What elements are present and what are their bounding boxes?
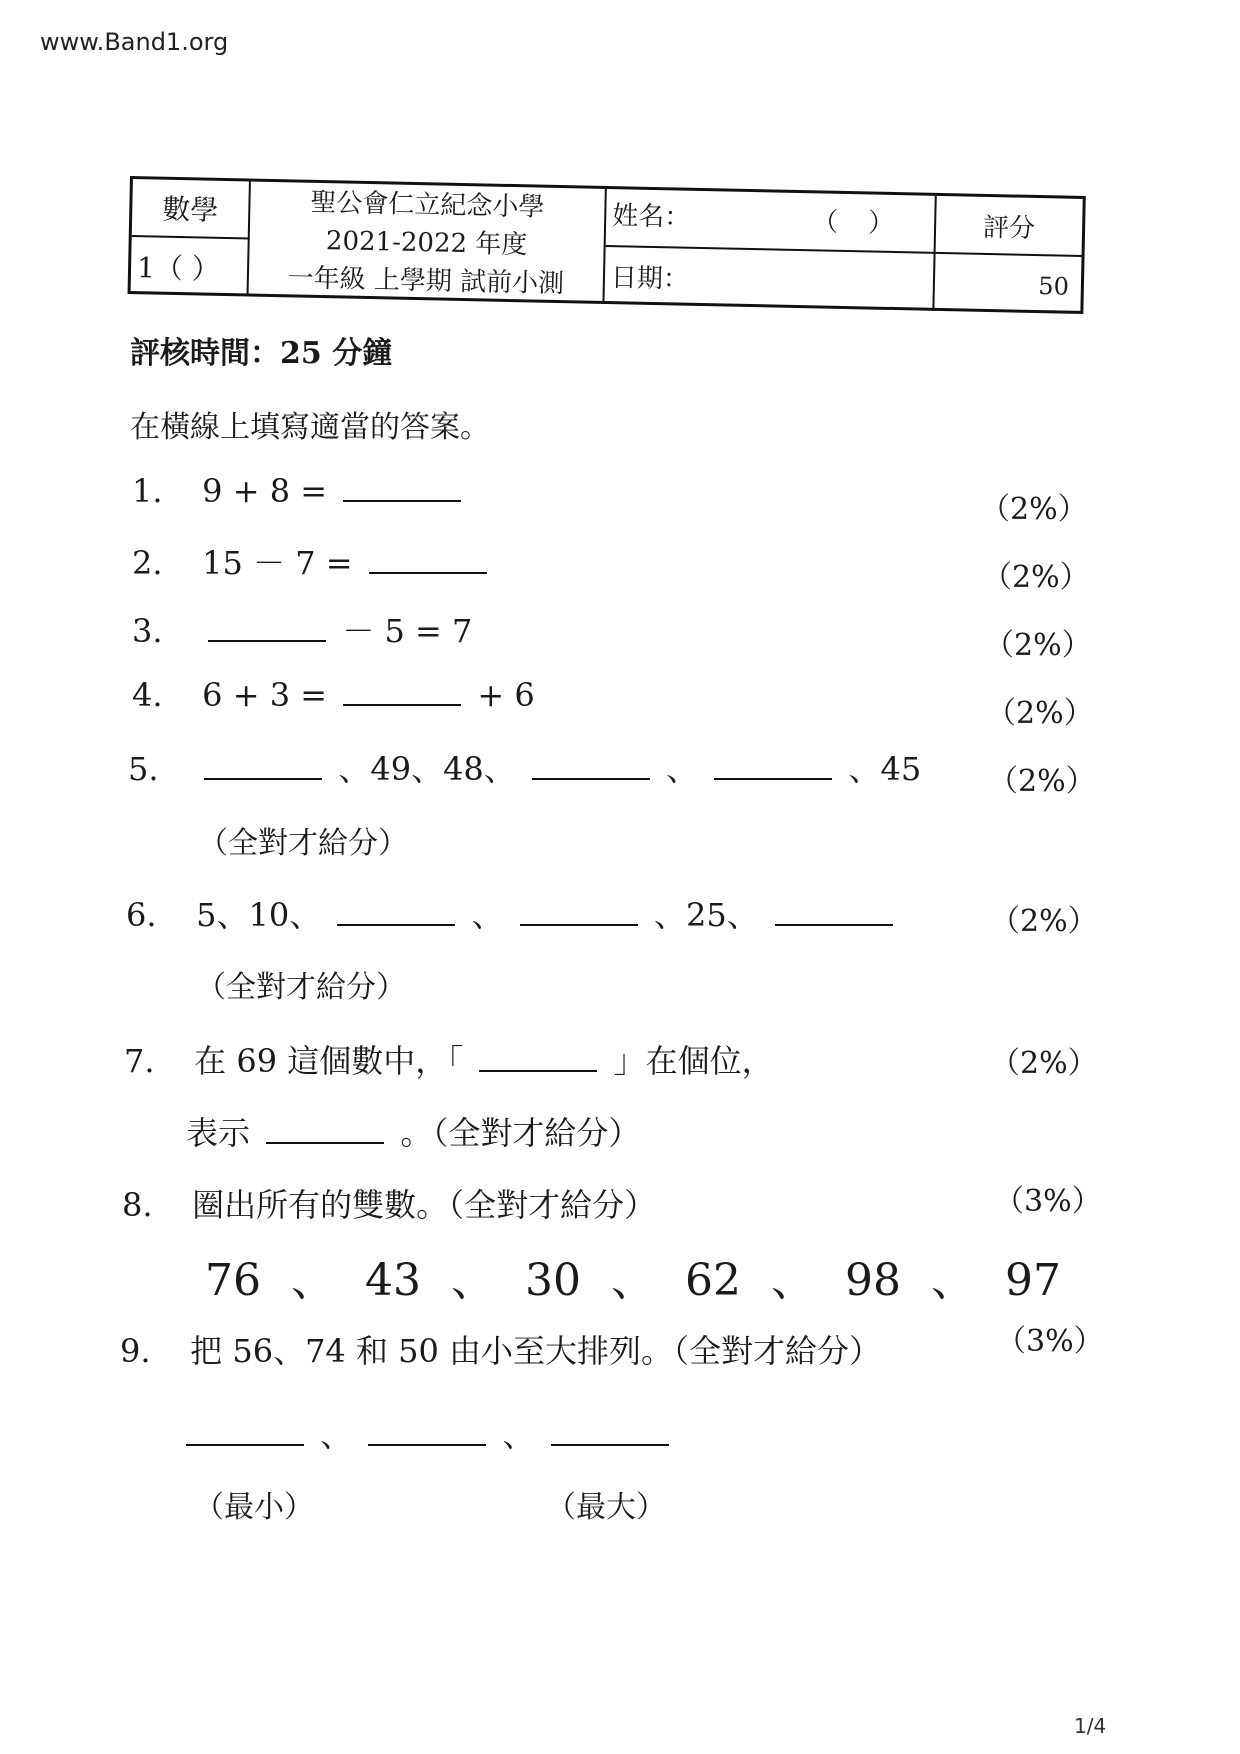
question-number: 6. (126, 896, 157, 934)
question-8 (122, 1180, 656, 1226)
instruction: 在橫線上填寫適當的答案。 (130, 410, 490, 445)
marks: （2%） (980, 492, 1088, 527)
question-text: 15 － 7 = (202, 544, 353, 582)
choice-number[interactable]: 76 (205, 1255, 261, 1306)
name-cell (606, 189, 937, 254)
question-text: 、 (471, 896, 504, 934)
answer-blank[interactable] (343, 674, 461, 706)
answer-blank[interactable] (266, 1112, 384, 1144)
choice-number[interactable]: 43 (365, 1255, 421, 1306)
question-text: 、 (320, 1416, 353, 1454)
answer-blank[interactable] (532, 748, 650, 780)
marks: （2%） (988, 764, 1096, 799)
answer-blank[interactable] (551, 1414, 669, 1446)
marks: （2%） (986, 696, 1094, 731)
separator: 、 (771, 1255, 815, 1306)
question-text: 圈出所有的雙數。（全對才給分） (192, 1186, 657, 1224)
question-text: 、25、 (653, 896, 759, 934)
question-text: 、45 (848, 750, 922, 788)
question-5 (128, 744, 921, 790)
score-label: 評分 (936, 196, 1083, 257)
question-6 (126, 890, 899, 936)
marks: （2%） (982, 560, 1090, 595)
question-7 (124, 1036, 774, 1082)
separator: 、 (451, 1255, 495, 1306)
choice-number[interactable]: 98 (845, 1255, 901, 1306)
full-marks-note: （全對才給分） (196, 970, 406, 1005)
subject-cell: 數學 (132, 179, 251, 239)
question-1 (132, 470, 467, 510)
separator: 、 (931, 1255, 975, 1306)
school-year: 2021-2022 年度 (325, 225, 528, 260)
question-number: 5. (128, 750, 159, 788)
time-limit: 評核時間：25 分鐘 (130, 336, 393, 371)
choice-number[interactable]: 62 (685, 1255, 741, 1306)
question-9 (120, 1326, 881, 1372)
class-cell: 1（ ） (131, 237, 250, 296)
question-number: 2. (132, 544, 163, 582)
question-text: 、 (502, 1416, 535, 1454)
question-number: 3. (132, 612, 163, 650)
score-value: 50 (1038, 272, 1070, 301)
marks: （2%） (990, 904, 1098, 939)
question-text: 5、10、 (196, 896, 322, 934)
school-name: 聖公會仁立紀念小學 (310, 187, 545, 223)
answer-blank[interactable] (775, 894, 893, 926)
question-7-line-2 (186, 1108, 640, 1154)
answer-blank[interactable] (186, 1414, 304, 1446)
answer-blank[interactable] (714, 748, 832, 780)
question-text: 表示 (186, 1114, 251, 1152)
name-label: 姓名： (611, 201, 691, 233)
question-text: 、49、48、 (338, 750, 516, 788)
question-number: 4. (132, 676, 163, 714)
marks: （3%） (994, 1184, 1102, 1219)
question-number: 1. (132, 472, 163, 510)
question-text: + 6 (477, 676, 535, 714)
question-text: 在 69 這個數中，「 (194, 1042, 464, 1080)
answer-blank[interactable] (368, 1414, 486, 1446)
question-4 (132, 674, 535, 714)
marks: （3%） (996, 1324, 1104, 1359)
question-text: － 5 = 7 (342, 612, 473, 650)
question-text: 」在個位， (613, 1042, 774, 1080)
choice-number[interactable]: 30 (525, 1255, 581, 1306)
question-number: 7. (124, 1042, 155, 1080)
watermark-text: www.Band1.org (40, 28, 229, 56)
question-text: 9 + 8 = (202, 472, 328, 510)
answer-blank[interactable] (520, 894, 638, 926)
separator: 、 (611, 1255, 655, 1306)
exam-term: 一年級 上學期 試前小測 (287, 262, 565, 299)
answer-blank[interactable] (337, 894, 455, 926)
answer-blank[interactable] (208, 610, 326, 642)
question-text: 6 + 3 = (202, 676, 328, 714)
marks: （2%） (990, 1046, 1098, 1081)
answer-blank[interactable] (343, 470, 461, 502)
question-9-answers (180, 1410, 675, 1456)
name-bracket: （） (811, 207, 925, 240)
page-number: 1/4 (1074, 1714, 1107, 1738)
question-3 (132, 606, 472, 652)
question-text: 、 (666, 750, 699, 788)
full-marks-note: （全對才給分） (198, 826, 408, 861)
school-cell (249, 182, 607, 304)
answer-blank[interactable] (369, 542, 487, 574)
question-number: 9. (120, 1332, 151, 1370)
date-cell: 日期： (604, 247, 935, 311)
question-text: 。（全對才給分） (400, 1114, 641, 1152)
marks: （2%） (984, 628, 1092, 663)
question-number: 8. (122, 1186, 153, 1224)
choice-number[interactable]: 97 (1005, 1255, 1061, 1306)
header-table (128, 176, 1086, 314)
even-number-choices (205, 1244, 1061, 1308)
question-2 (132, 538, 493, 584)
largest-label: （最大） (546, 1490, 666, 1525)
question-text: 把 56、74 和 50 由小至大排列。（全對才給分） (190, 1332, 882, 1370)
answer-blank[interactable] (479, 1040, 597, 1072)
separator: 、 (291, 1255, 335, 1306)
smallest-label: （最小） (194, 1490, 314, 1525)
answer-blank[interactable] (204, 748, 322, 780)
